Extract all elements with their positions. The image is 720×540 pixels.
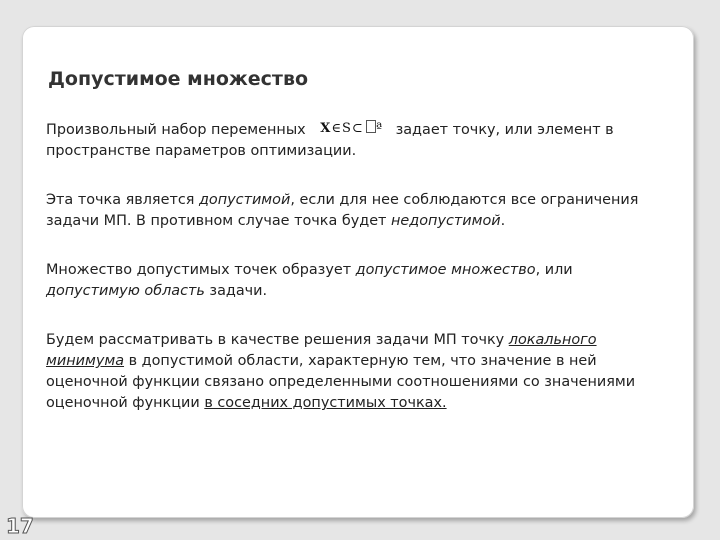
- paragraph-4: [46, 330, 666, 414]
- p1-text-before: Произвольный набор переменных: [46, 122, 306, 138]
- p4-italic-underline-1: локального минимума: [46, 332, 597, 369]
- paragraph-2: [46, 190, 666, 232]
- p3-italic-1: допустимое множество: [355, 262, 536, 278]
- p3-text-1: Множество допустимых точек образует: [46, 262, 356, 278]
- p3-italic-2: допустимую область: [46, 283, 205, 299]
- p2-italic-2: недопустимой: [391, 213, 501, 229]
- formula-in: ∈: [331, 121, 342, 136]
- slide-title: Допустимое множество: [48, 68, 309, 90]
- p4-text-1: Будем рассматривать в качестве решения задачи МП точку: [46, 332, 509, 348]
- formula: [320, 118, 383, 139]
- paragraph-1: [46, 120, 666, 162]
- paragraph-3: [46, 260, 666, 302]
- p2-text-2: , если для нее соблюдаются все ограничения задачи МП. В противном случае точка будет: [46, 192, 639, 229]
- p2-text-3: .: [500, 213, 506, 229]
- slide-body: [46, 120, 666, 442]
- formula-x: X: [320, 121, 332, 136]
- formula-subset: ⊂: [351, 121, 364, 136]
- p2-text-1: Эта точка является: [46, 192, 199, 208]
- p1-text-after: задает точку, или элемент в пространстве параметров оптимизации.: [46, 122, 614, 159]
- p4-text-2: в допустимой области, характерную тем, что значение в ней оценочной функции связано определенными соотношениями со значениями оценочной функции: [46, 353, 636, 411]
- p2-italic-1: допустимой: [198, 192, 291, 208]
- formula-mark: ª: [375, 121, 383, 136]
- slide-number: 17: [6, 514, 34, 538]
- p3-text-2: , или: [535, 262, 573, 278]
- p3-text-3: задачи.: [204, 283, 268, 299]
- missing-glyph-icon: [366, 120, 376, 133]
- formula-s: S: [342, 121, 352, 136]
- p4-underline-1: в соседних допустимых точках.: [204, 395, 447, 411]
